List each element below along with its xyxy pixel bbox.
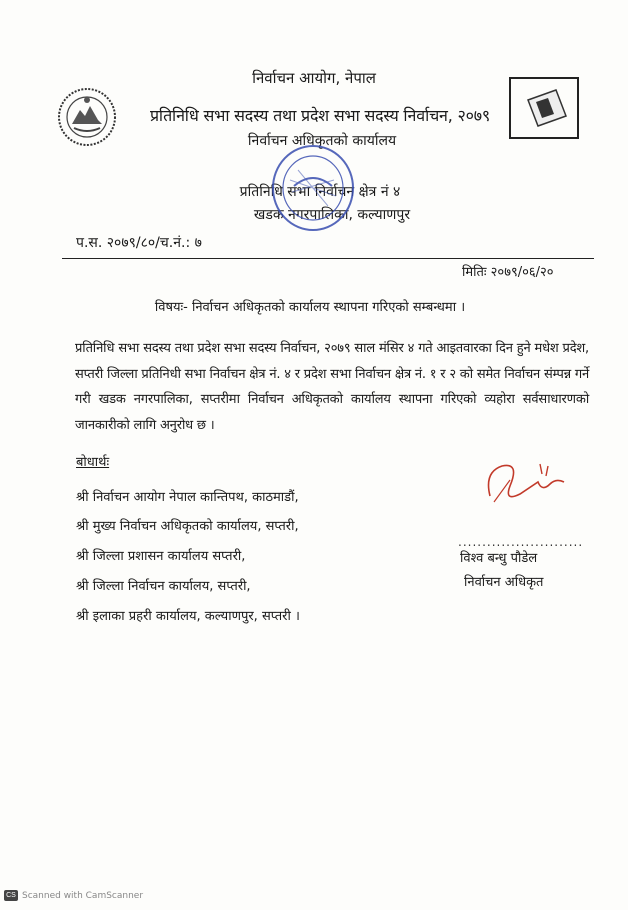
cc-item: श्री जिल्ला प्रशासन कार्यालय सप्तरी, [76, 549, 246, 564]
letter-body: प्रतिनिधि सभा सदस्य तथा प्रदेश सभा सदस्य निर्वाचन, २०७९ साल मंसिर ४ गते आइतवारका दिन हुने मधेश प्रदेश, सप्तरी जिल्ला प्रतिनिधी सभा निर्वाचन क्षेत्र नं. ४ र प्रदेश सभा निर्वाचन क्षेत्र नं. १ र २ को समेत निर्वाचन संम्पन्न गर्ने गरी खडक नगरपालिका, सप्तरीमा निर्वाचन अधिकृतको कार्यालय स्थापना गरिएको व्यहोरा सर्वसाधारणको जानकारीको लागि अनुरोध छ । [75, 341, 589, 433]
scanner-watermark-text: Scanned with CamScanner [22, 890, 144, 901]
cc-item: श्री इलाका प्रहरी कार्यालय, कल्याणपुर, सप्तरी । [76, 609, 300, 624]
handwritten-signature [480, 452, 570, 526]
header-line-office: निर्वाचन अधिकृतको कार्यालय [247, 133, 397, 149]
signature-line: .......................... [458, 535, 584, 549]
letter-date: मितिः २०७९/०६/२० [462, 265, 554, 280]
cc-label: बोधार्थः [76, 455, 110, 470]
camscanner-logo-icon: CS [4, 890, 18, 901]
header-line-location: खडक नगरपालिका, कल्याणपुर [253, 207, 411, 223]
scanner-watermark [4, 890, 143, 901]
signatory-name: विश्व बन्धु पौडेल [460, 551, 538, 566]
office-stamp-icon [268, 140, 358, 240]
nepal-emblem-icon [56, 86, 118, 152]
header-divider [62, 258, 594, 259]
cc-item: श्री मुख्य निर्वाचन अधिकृतको कार्यालय, सप्तरी, [76, 519, 299, 534]
header-line-election: प्रतिनिधि सभा सदस्य तथा प्रदेश सभा सदस्य निर्वाचन, २०७९ [150, 106, 490, 125]
cc-item: श्री जिल्ला निर्वाचन कार्यालय, सप्तरी, [76, 579, 251, 594]
header-line-commission: निर्वाचन आयोग, नेपाल [252, 69, 376, 87]
letter-subject: विषयः- निर्वाचन अधिकृतको कार्यालय स्थापना गरिएको सम्बन्धमा । [154, 300, 466, 315]
signatory-title: निर्वाचन अधिकृत [464, 575, 544, 590]
cc-item: श्री निर्वाचन आयोग नेपाल कान्तिपथ, काठमाडौं, [76, 490, 299, 505]
header-line-constituency: प्रतिनिधि सभा निर्वाचन क्षेत्र नं ४ [239, 184, 401, 200]
reference-number: प.स. २०७९/८०/च.नं.: ७ [76, 235, 202, 251]
